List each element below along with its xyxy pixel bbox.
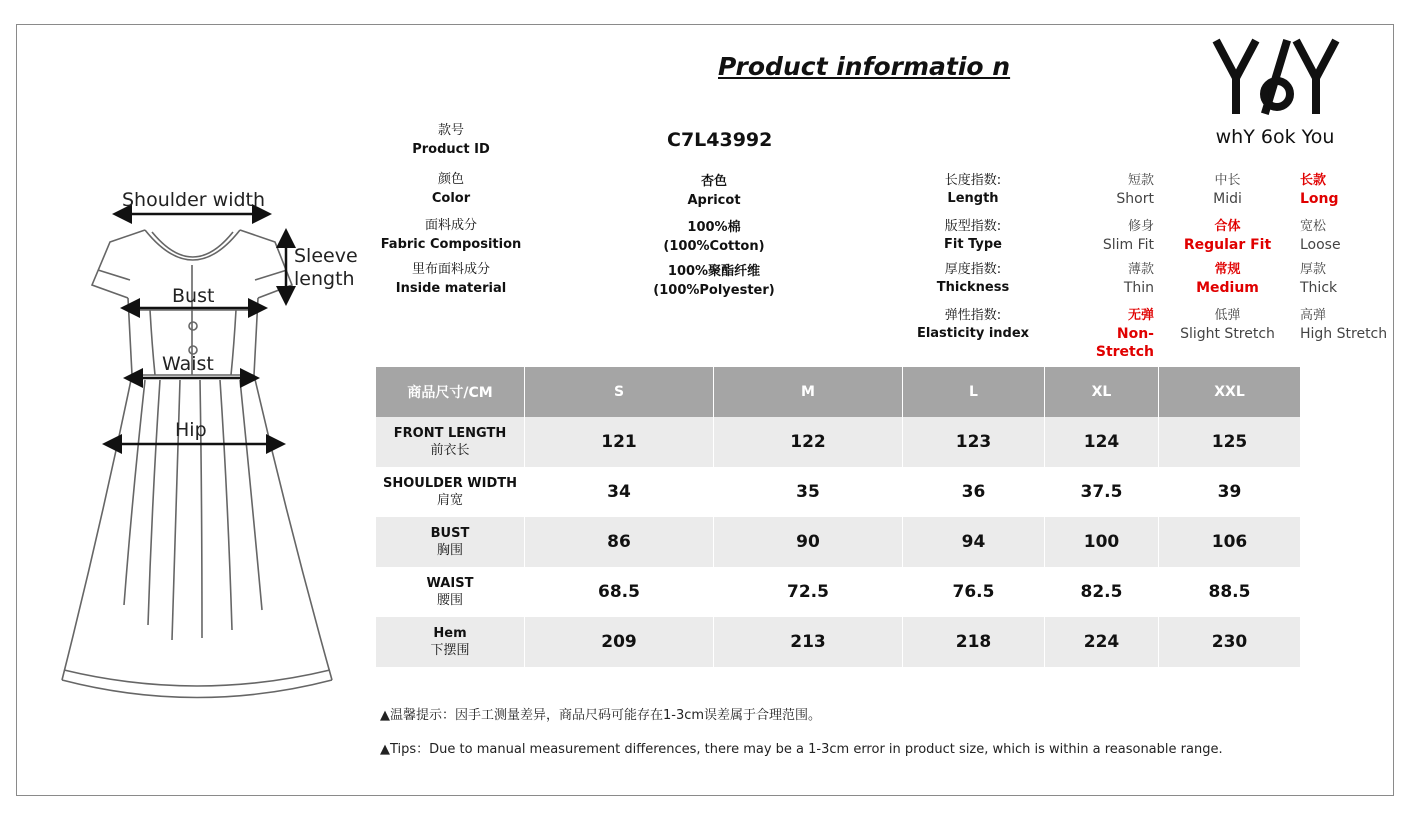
- size-header-s: S: [525, 367, 714, 417]
- index-option-en: High Stretch: [1300, 326, 1388, 342]
- index-option-en: Long: [1300, 191, 1339, 207]
- index-option-zh: 长款: [1300, 173, 1327, 188]
- table-cell: 86: [525, 517, 714, 567]
- row-label-zh: 前衣长: [430, 443, 470, 458]
- bust-label: Bust: [172, 285, 215, 307]
- row-label-zh: 腰围: [436, 593, 463, 608]
- size-header-xl: XL: [1045, 367, 1159, 417]
- size-header-l: L: [903, 367, 1045, 417]
- row-label-zh: 下摆围: [430, 643, 470, 658]
- row-label-en: FRONT LENGTH: [393, 426, 507, 441]
- index-label-zh: 长度指数:: [944, 173, 1002, 188]
- table-cell: 125: [1159, 417, 1301, 467]
- index-option: [1300, 218, 1400, 254]
- index-option-en: Thick: [1300, 280, 1338, 296]
- index-option-zh: 修身: [1127, 219, 1154, 234]
- index-label: [900, 307, 1046, 343]
- inside-material-value-zh: 100%聚酯纤维: [667, 264, 761, 279]
- page-title: Product informatio n: [718, 52, 1011, 81]
- table-cell: 213: [714, 617, 903, 667]
- table-cell: 90: [714, 517, 903, 567]
- index-option-zh: 高弹: [1300, 308, 1327, 323]
- index-option: [1060, 218, 1154, 254]
- table-cell: 123: [903, 417, 1045, 467]
- fabric-value: [614, 218, 814, 256]
- index-label: [900, 172, 1046, 208]
- index-option-en: Midi: [1213, 191, 1242, 207]
- table-row: [376, 567, 1300, 617]
- row-label-en: BUST: [430, 526, 470, 541]
- inside-material-value-en: (100%Polyester): [653, 283, 775, 298]
- table-cell: 35: [714, 467, 903, 517]
- index-option-en: Loose: [1300, 237, 1341, 253]
- sleeve-length-label-1: Sleeve: [294, 245, 358, 267]
- color-zh: 颜色: [437, 172, 464, 187]
- row-label-en: Hem: [433, 626, 467, 641]
- fabric-zh: 面料成分: [424, 218, 477, 233]
- table-cell: 224: [1045, 617, 1159, 667]
- brand-logo: [1206, 30, 1344, 165]
- index-option: [1180, 172, 1275, 208]
- table-row: [376, 617, 1300, 667]
- index-option-en: Thin: [1123, 280, 1154, 296]
- shoulder-width-label: Shoulder width: [122, 189, 266, 211]
- table-cell: 122: [714, 417, 903, 467]
- row-label: [376, 617, 525, 667]
- index-label-zh: 版型指数:: [944, 219, 1002, 234]
- table-row: [376, 467, 1300, 517]
- row-label: [376, 467, 525, 517]
- inside-material-zh: 里布面料成分: [411, 262, 490, 277]
- product-id-value: C7L43992: [667, 129, 773, 151]
- table-cell: 106: [1159, 517, 1301, 567]
- tip-zh: ▲温馨提示：因手工测量差异，商品尺码可能存在1-3cm误差属于合理范围。: [380, 708, 822, 723]
- fabric-en: Fabric Composition: [380, 237, 522, 252]
- table-cell: 124: [1045, 417, 1159, 467]
- index-option-zh: 无弹: [1127, 308, 1154, 323]
- index-option-en: Medium: [1196, 280, 1259, 296]
- color-value-zh: 杏色: [700, 174, 727, 189]
- index-option-en: Regular Fit: [1183, 237, 1272, 253]
- row-label-en: WAIST: [426, 576, 474, 591]
- index-option-en: Slim Fit: [1102, 237, 1154, 253]
- product-id-label: [376, 121, 526, 159]
- index-option-zh: 合体: [1214, 219, 1241, 234]
- size-table-header: [376, 367, 1300, 417]
- size-table-body: [376, 417, 1300, 667]
- logo-mark-icon: [1206, 30, 1344, 125]
- color-value-en: Apricot: [687, 193, 741, 208]
- color-label: [376, 170, 526, 208]
- hip-label: Hip: [175, 419, 207, 441]
- table-cell: 72.5: [714, 567, 903, 617]
- index-option-zh: 中长: [1214, 173, 1241, 188]
- row-label-en: SHOULDER WIDTH: [382, 476, 518, 491]
- row-label: [376, 567, 525, 617]
- index-option-selected: [1180, 261, 1275, 297]
- table-cell: 230: [1159, 617, 1301, 667]
- product-id-zh: 款号: [437, 123, 464, 138]
- index-option-zh: 常规: [1214, 262, 1241, 277]
- row-label-zh: 肩宽: [436, 493, 463, 508]
- color-value: [614, 172, 814, 210]
- dress-measurement-diagram: [40, 170, 370, 715]
- table-row: [376, 417, 1300, 467]
- row-label: [376, 417, 525, 467]
- index-option-zh: 短款: [1127, 173, 1154, 188]
- table-row: [376, 517, 1300, 567]
- index-option-zh: 宽松: [1300, 219, 1327, 234]
- index-option-zh: 低弹: [1214, 308, 1241, 323]
- index-label-zh: 厚度指数:: [944, 262, 1002, 277]
- size-header-m: M: [714, 367, 903, 417]
- tip-en: ▲Tips：Due to manual measurement differences, there may be a 1-3cm error in product size, which is within a reasonable range.: [380, 742, 1223, 757]
- table-cell: 34: [525, 467, 714, 517]
- index-option-zh: 厚款: [1300, 262, 1327, 277]
- index-option-en: Non-Stretch: [1095, 326, 1154, 360]
- inside-material-en: Inside material: [395, 281, 507, 296]
- index-option: [1300, 307, 1400, 343]
- index-option-zh: 薄款: [1127, 262, 1154, 277]
- inside-material-value: [614, 262, 814, 300]
- index-option: [1180, 307, 1275, 343]
- table-cell: 82.5: [1045, 567, 1159, 617]
- waist-label: Waist: [162, 353, 214, 375]
- index-label: [900, 261, 1046, 297]
- table-cell: 218: [903, 617, 1045, 667]
- index-option-selected: [1300, 172, 1400, 208]
- table-cell: 68.5: [525, 567, 714, 617]
- inside-material-label: [376, 260, 526, 298]
- table-cell: 39: [1217, 482, 1242, 502]
- table-cell: 37.5: [1045, 467, 1159, 517]
- index-option-en: Short: [1116, 191, 1154, 207]
- table-cell: 88.5: [1208, 582, 1251, 602]
- size-table: [376, 367, 1300, 667]
- index-label-en: Length: [947, 191, 999, 206]
- sleeve-length-label-2: length: [294, 268, 355, 290]
- table-cell: 121: [525, 417, 714, 467]
- table-cell: 209: [525, 617, 714, 667]
- index-option: [1060, 261, 1154, 297]
- index-label-en: Elasticity index: [916, 326, 1030, 341]
- size-header-xxl: XXL: [1159, 367, 1301, 417]
- index-option-en: Slight Stretch: [1180, 326, 1275, 342]
- index-option-selected: [1060, 307, 1154, 361]
- product-id-en: Product ID: [412, 142, 490, 157]
- table-cell: 100: [1045, 517, 1159, 567]
- index-option-selected: [1180, 218, 1275, 254]
- fabric-value-zh: 100%棉: [687, 220, 741, 235]
- color-en: Color: [431, 191, 471, 206]
- index-option: [1300, 261, 1400, 297]
- index-option: [1060, 172, 1154, 208]
- logo-tagline: whY 6ok You: [1215, 126, 1335, 148]
- fabric-value-en: (100%Cotton): [663, 239, 765, 254]
- index-label-en: Thickness: [936, 280, 1010, 295]
- size-table-corner: 商品尺寸/CM: [376, 367, 525, 417]
- index-label-zh: 弹性指数:: [944, 308, 1002, 323]
- row-label: [376, 517, 525, 567]
- index-label-en: Fit Type: [944, 237, 1002, 252]
- row-label-zh: 胸围: [436, 543, 463, 558]
- table-cell: 36: [903, 467, 1045, 517]
- index-label: [900, 218, 1046, 254]
- table-cell: 76.5: [903, 567, 1045, 617]
- table-cell: 94: [903, 517, 1045, 567]
- fabric-label: [376, 216, 526, 254]
